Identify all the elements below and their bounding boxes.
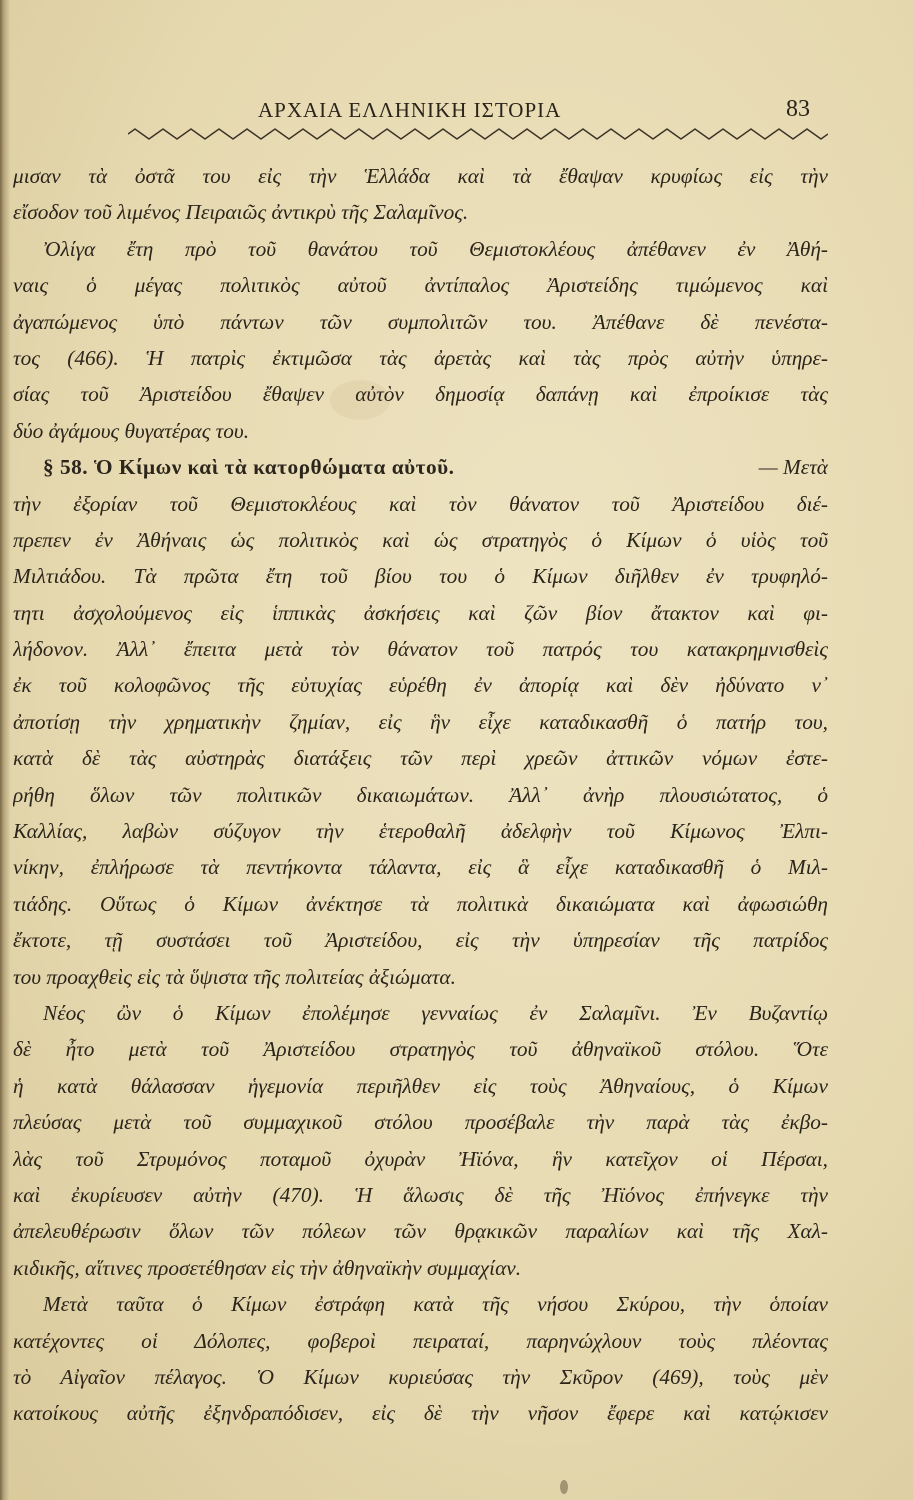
text-line: ἡ κατὰ θάλασσαν ἡγεμονία περιῆλθεν εἰς τοὺς Ἀθηναίους, ὁ Κίμων: [13, 1073, 828, 1098]
text-line: του προαχθεὶς εἰς τὰ ὕψιστα τῆς πολιτείας ἀξιώματα.: [13, 964, 456, 989]
text-line: τος (466). Ἡ πατρὶς ἐκτιμῶσα τὰς ἀρετὰς καὶ τὰς πρὸς αὐτὴν ὑπηρε-: [13, 345, 828, 370]
page-header: [0, 98, 913, 128]
text-line: κιδικῆς, αἵτινες προσετέθησαν εἰς τὴν ἀθηναϊκὴν συμμαχίαν.: [13, 1255, 522, 1280]
text-line: κατὰ δὲ τὰς αὐστηρὰς διατάξεις τῶν περὶ χρεῶν ἀττικῶν νόμων ἐστε-: [13, 746, 828, 771]
text-line: Καλλίας, λαβὼν σύζυγον τὴν ἑτεροθαλῆ ἀδελφὴν τοῦ Κίμωνος Ἐλπι-: [13, 819, 828, 844]
text-line: ἀποτίσῃ τὴν χρηματικὴν ζημίαν, εἰς ἣν εἶχε καταδικασθῆ ὁ πατήρ του,: [13, 709, 828, 734]
text-line: λήδονον. Ἀλλ᾽ ἔπειτα μετὰ τὸν θάνατον τοῦ πατρός του κατακρημνισθεὶς: [13, 637, 828, 662]
text-line: σίας τοῦ Ἀριστείδου ἔθαψεν αὐτὸν δημοσίᾳ δαπάνῃ καὶ ἐπροίκισε τὰς: [13, 382, 828, 407]
text-line: Ὀλίγα ἔτη πρὸ τοῦ θανάτου τοῦ Θεμιστοκλέους ἀπέθανεν ἐν Ἀθή-: [43, 236, 828, 261]
text-line: ἀγαπώμενος ὑπὸ πάντων τῶν συμπολιτῶν του. Ἀπέθανε δὲ πενέστα-: [13, 309, 828, 334]
text-line: ρήθη ὅλων τῶν πολιτικῶν δικαιωμάτων. Ἀλλ᾽ ἀνὴρ πλουσιώτατος, ὁ: [13, 782, 828, 807]
text-line: εἴσοδον τοῦ λιμένος Πειραιῶς ἀντικρὺ τῆς Σαλαμῖνος.: [13, 200, 469, 225]
text-line: τὸ Αἰγαῖον πέλαγος. Ὁ Κίμων κυριεύσας τὴν Σκῦρον (469), τοὺς μὲν: [13, 1364, 828, 1389]
text-line: νίκην, ἐπλήρωσε τὰ πεντήκοντα τάλαντα, εἰς ἃ εἶχε καταδικασθῆ ὁ Μιλ-: [13, 855, 828, 880]
text-line: λὰς τοῦ Στρυμόνος ποταμοῦ ὀχυρὰν Ἠϊόνα, ἣν κατεῖχον οἱ Πέρσαι,: [13, 1146, 828, 1171]
text-line: δύο ἀγάμους θυγατέρας του.: [13, 418, 250, 443]
text-line: κατέχοντες οἱ Δόλοπες, φοβεροὶ πειραταί, παρηνώχλουν τοὺς πλέοντας: [13, 1328, 828, 1353]
text-line: Μιλτιάδου. Τὰ πρῶτα ἔτη τοῦ βίου του ὁ Κίμων διῆλθεν ἐν τρυφηλό-: [13, 564, 828, 589]
text-line: καὶ ἐκυρίευσεν αὐτὴν (470). Ἡ ἅλωσις δὲ τῆς Ἠϊόνος ἐπήνεγκε τὴν: [13, 1182, 828, 1207]
page-binding-edge: [0, 0, 10, 1500]
page-number: 83: [786, 96, 810, 122]
text-line: Νέος ὢν ὁ Κίμων ἐπολέμησε γενναίως ἐν Σαλαμῖνι. Ἐν Βυζαντίῳ: [43, 1000, 828, 1025]
running-title: ΑΡΧΑΙΑ ΕΛΛΗΝΙΚΗ ΙΣΤΟΡΙΑ: [258, 98, 562, 122]
text-line: ἀπελευθέρωσιν ὅλων τῶν πόλεων τῶν θρᾳκικῶν παραλίων καὶ τῆς Χαλ-: [13, 1219, 828, 1244]
text-line: ναις ὁ μέγας πολιτικὸς αὐτοῦ ἀντίπαλος Ἀριστείδης τιμώμενος καὶ: [13, 273, 828, 298]
text-line: ἔκτοτε, τῇ συστάσει τοῦ Ἀριστείδου, εἰς τὴν ὑπηρεσίαν τῆς πατρίδος: [13, 928, 828, 953]
text-line: πλεύσας μετὰ τοῦ συμμαχικοῦ στόλου προσέβαλε τὴν παρὰ τὰς ἐκβο-: [13, 1110, 828, 1135]
text-line: τὴν ἐξορίαν τοῦ Θεμιστοκλέους καὶ τὸν θάνατον τοῦ Ἀριστείδου διέ-: [13, 491, 828, 516]
paper-mark: [560, 1480, 568, 1494]
section-heading: § 58. Ὁ Κίμων καὶ τὰ κατορθώματα αὐτοῦ.: [43, 455, 455, 480]
text-line: Μετὰ ταῦτα ὁ Κίμων ἐστράφη κατὰ τῆς νήσου Σκύρου, τὴν ὁποίαν: [43, 1292, 828, 1317]
body-text: [13, 158, 828, 1432]
text-line: δὲ ἦτο μετὰ τοῦ Ἀριστείδου στρατηγὸς τοῦ ἀθηναϊκοῦ στόλου. Ὅτε: [13, 1037, 828, 1062]
decorative-wave-rule: [128, 127, 828, 141]
section-lead-in: — Μετὰ: [758, 455, 828, 480]
text-line: ἐκ τοῦ κολοφῶνος τῆς εὐτυχίας εὑρέθη ἐν ἀπορίᾳ καὶ δὲν ἠδύνατο ν᾽: [13, 673, 828, 698]
section-heading-line: [13, 449, 828, 485]
text-line: πρεπεν ἐν Ἀθήναις ὡς πολιτικὸς καὶ ὡς στρατηγὸς ὁ Κίμων ὁ υἱὸς τοῦ: [13, 527, 828, 552]
text-line: τητι ἀσχολούμενος εἰς ἱππικὰς ἀσκήσεις καὶ ζῶν βίον ἄτακτον καὶ φι-: [13, 600, 828, 625]
text-line: μισαν τὰ ὀστᾶ του εἰς τὴν Ἑλλάδα καὶ τὰ ἔθαψαν κρυφίως εἰς τὴν: [13, 164, 828, 188]
text-line: κατοίκους αὐτῆς ἐξηνδραπόδισεν, εἰς δὲ τὴν νῆσον ἔφερε καὶ κατῴκισεν: [13, 1401, 828, 1426]
text-line: τιάδης. Οὕτως ὁ Κίμων ἀνέκτησε τὰ πολιτικὰ δικαιώματα καὶ ἀφωσιώθη: [13, 891, 828, 916]
